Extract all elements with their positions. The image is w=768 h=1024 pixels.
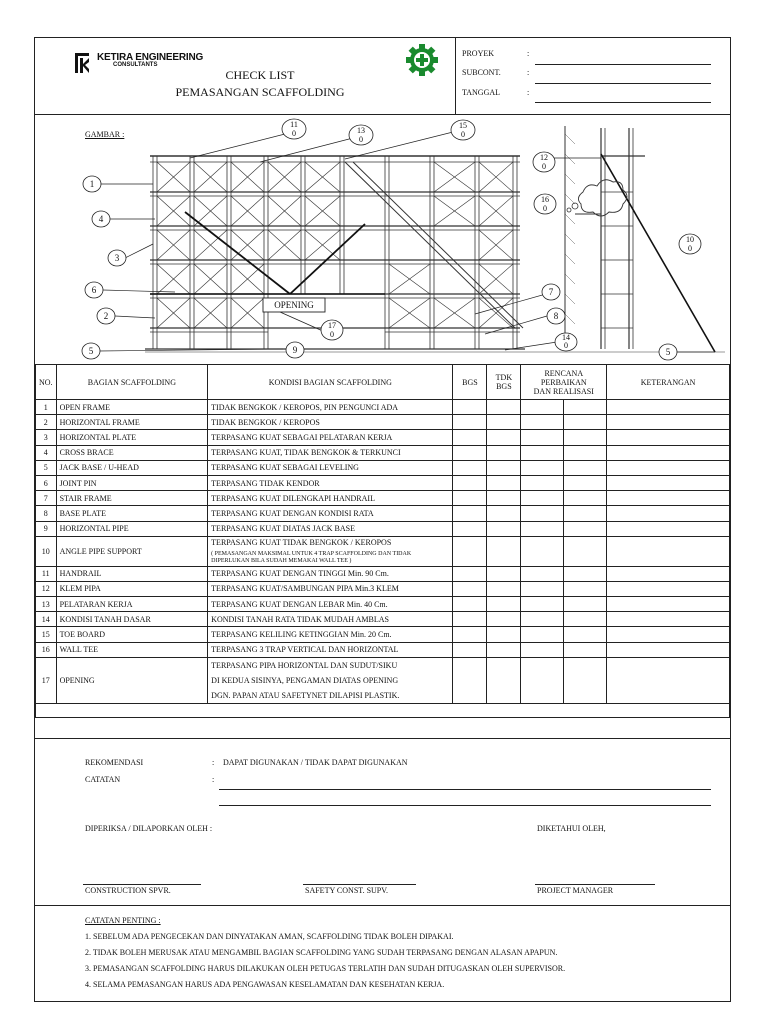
table-row [36, 400, 730, 415]
callout-5-left: 5 [88, 346, 94, 356]
row-no: 8 [36, 506, 57, 521]
callout-14-bottom: 0 [564, 341, 568, 350]
rencana-cell[interactable] [521, 491, 564, 506]
row-no: 12 [36, 581, 57, 596]
table-row [36, 415, 730, 430]
kondisi-line: TERPASANG PIPA HORIZONTAL DAN SUDUT/SIKU [211, 660, 398, 670]
callout-12-bottom: 0 [542, 162, 546, 171]
tdk-bgs-cell[interactable] [487, 536, 521, 566]
rencana-cell[interactable] [521, 460, 564, 475]
rencana-cell[interactable] [521, 521, 564, 536]
row-kondisi [208, 460, 453, 475]
row-kondisi [208, 521, 453, 536]
row-kondisi [208, 430, 453, 445]
row-bagian: HORIZONTAL PIPE [56, 521, 208, 536]
callout-11-top: 11 [290, 120, 298, 129]
kondisi-line: DI KEDUA SISINYA, PENGAMAN DIATAS OPENING [211, 675, 399, 685]
callout-15-bottom: 0 [461, 130, 465, 139]
tdk-bgs-cell[interactable] [487, 415, 521, 430]
callout-1: 1 [89, 179, 95, 189]
rekomendasi-label: REKOMENDASI [85, 758, 144, 767]
row-bagian: ANGLE PIPE SUPPORT [56, 536, 208, 566]
header-bagian: BAGIAN SCAFFOLDING [56, 365, 208, 400]
opening-label: OPENING [274, 300, 314, 310]
header-bgs: BGS [453, 365, 487, 400]
kondisi-text: TERPASANG KUAT SEBAGAI LEVELING [211, 463, 359, 473]
row-no: 4 [36, 445, 57, 460]
row-kondisi [208, 566, 453, 581]
row-bagian: PELATARAN KERJA [56, 597, 208, 612]
table-bottom-divider [35, 738, 730, 739]
table-row [36, 642, 730, 657]
keterangan-cell[interactable] [607, 415, 730, 430]
tdk-bgs-cell[interactable] [487, 430, 521, 445]
company-subtitle: CONSULTANTS [113, 62, 158, 68]
row-no: 16 [36, 642, 57, 657]
callout-6: 6 [91, 285, 97, 295]
callout-8: 8 [553, 311, 559, 321]
spacer-cell [36, 703, 730, 717]
row-kondisi [208, 657, 453, 703]
keterangan-cell[interactable] [607, 597, 730, 612]
row-no: 17 [36, 657, 57, 703]
row-bagian: HORIZONTAL FRAME [56, 415, 208, 430]
keterangan-cell[interactable] [607, 612, 730, 627]
row-bagian: JACK BASE / U-HEAD [56, 460, 208, 475]
scaffolding-drawing [35, 114, 730, 364]
kondisi-text: TIDAK BENGKOK / KEROPOS [211, 417, 320, 427]
kondisi-text: TERPASANG KUAT DILENGKAPI HANDRAIL [211, 493, 375, 503]
kondisi-text: TERPASANG KELILING KETINGGIAN Min. 20 Cm. [211, 630, 392, 640]
realisasi-cell[interactable] [564, 506, 607, 521]
bgs-cell[interactable] [453, 566, 487, 581]
row-no: 2 [36, 415, 57, 430]
bgs-cell[interactable] [453, 491, 487, 506]
tdk-bgs-cell[interactable] [487, 521, 521, 536]
meta-colon: : [527, 49, 530, 58]
rencana-cell[interactable] [521, 445, 564, 460]
kondisi-text: TERPASANG KUAT, TIDAK BENGKOK & TERKUNCI [211, 448, 401, 458]
bgs-cell[interactable] [453, 581, 487, 596]
row-bagian: BASE PLATE [56, 506, 208, 521]
table-row [36, 491, 730, 506]
tdk-bgs-cell[interactable] [487, 627, 521, 642]
safety-gear-cross-icon [405, 43, 439, 77]
row-no: 5 [36, 460, 57, 475]
rencana-cell[interactable] [521, 400, 564, 415]
checklist-table [35, 364, 730, 718]
subcont-field[interactable] [535, 83, 711, 84]
realisasi-cell[interactable] [564, 400, 607, 415]
realisasi-cell[interactable] [564, 657, 607, 703]
table-row [36, 460, 730, 475]
kondisi-note: ( PEMASANGAN MAKSIMAL UNTUK 4 TRAP SCAFFOLDING DAN TIDAK DIPERLUKAN BILA SUDAH MEMAKAI WALL TEE ) [211, 550, 412, 564]
row-kondisi [208, 491, 453, 506]
keterangan-cell[interactable] [607, 627, 730, 642]
rencana-cell[interactable] [521, 657, 564, 703]
row-no: 14 [36, 612, 57, 627]
callout-2: 2 [103, 311, 109, 321]
company-logo-icon [75, 53, 89, 73]
realisasi-cell[interactable] [564, 642, 607, 657]
kondisi-text: TERPASANG 3 TRAP VERTICAL DAN HORIZONTAL [211, 645, 399, 655]
table-row [36, 536, 730, 566]
keterangan-cell[interactable] [607, 400, 730, 415]
table-row [36, 627, 730, 642]
row-bagian: KONDISI TANAH DASAR [56, 612, 208, 627]
meta-label-proyek: PROYEK [462, 49, 495, 58]
catatan-line-1[interactable] [219, 789, 711, 790]
gambar-label: GAMBAR : [85, 130, 125, 139]
callout-16-bottom: 0 [543, 204, 547, 213]
keterangan-cell[interactable] [607, 506, 730, 521]
keterangan-cell[interactable] [607, 581, 730, 596]
bgs-cell[interactable] [453, 445, 487, 460]
bgs-cell[interactable] [453, 430, 487, 445]
row-no: 6 [36, 475, 57, 490]
note-item-2: 2. TIDAK BOLEH MERUSAK ATAU MENGAMBIL BAGIAN SCAFFOLDING YANG SUDAH TERPASANG DENGAN ALASAN APAPUN. [85, 948, 558, 957]
callout-15-top: 15 [459, 121, 467, 130]
rencana-cell[interactable] [521, 597, 564, 612]
table-row [36, 597, 730, 612]
row-no: 13 [36, 597, 57, 612]
row-bagian: HANDRAIL [56, 566, 208, 581]
tanggal-field[interactable] [535, 102, 711, 103]
tdk-bgs-cell[interactable] [487, 491, 521, 506]
meta-colon: : [527, 88, 530, 97]
row-kondisi [208, 506, 453, 521]
table-row [36, 521, 730, 536]
row-no: 11 [36, 566, 57, 581]
keterangan-cell[interactable] [607, 642, 730, 657]
bgs-cell[interactable] [453, 612, 487, 627]
row-bagian: HORIZONTAL PLATE [56, 430, 208, 445]
keterangan-cell[interactable] [607, 657, 730, 703]
row-kondisi [208, 642, 453, 657]
row-no: 9 [36, 521, 57, 536]
kondisi-text: TERPASANG KUAT DENGAN LEBAR Min. 40 Cm. [211, 599, 388, 609]
header-tdk-bgs: TDK BGS [487, 365, 521, 400]
table-row [36, 657, 730, 703]
role-safety-supv: SAFETY CONST. SUPV. [305, 886, 388, 895]
table-row [36, 506, 730, 521]
realisasi-cell[interactable] [564, 445, 607, 460]
row-no: 15 [36, 627, 57, 642]
kondisi-line: DGN. PAPAN ATAU SAFETYNET DILAPISI PLASTIK. [211, 690, 400, 700]
callout-4: 4 [98, 214, 104, 224]
proyek-field[interactable] [535, 64, 711, 65]
row-bagian: STAIR FRAME [56, 491, 208, 506]
header-keterangan: KETERANGAN [607, 365, 730, 400]
note-item-4: 4. SELAMA PEMASANGAN HARUS ADA PENGAWASAN KESELAMATAN DAN KESEHATAN KERJA. [85, 980, 445, 989]
tdk-bgs-cell[interactable] [487, 642, 521, 657]
header-no: NO. [36, 365, 57, 400]
bgs-cell[interactable] [453, 460, 487, 475]
tdk-bgs-cell[interactable] [487, 475, 521, 490]
kondisi-text: TERPASANG KUAT SEBAGAI PELATARAN KERJA [211, 432, 393, 442]
tdk-bgs-cell[interactable] [487, 612, 521, 627]
form-title-line2: PEMASANGAN SCAFFOLDING [175, 85, 345, 99]
bgs-cell[interactable] [453, 657, 487, 703]
meta-colon: : [527, 68, 530, 77]
row-bagian: CROSS BRACE [56, 445, 208, 460]
note-item-1: 1. SEBELUM ADA PENGECEKAN DAN DINYATAKAN AMAN, SCAFFOLDING TIDAK BOLEH DIPAKAI. [85, 932, 454, 941]
callout-10-bottom: 0 [688, 244, 692, 253]
keterangan-cell[interactable] [607, 521, 730, 536]
meta-label-subcont: SUBCONT. [462, 68, 501, 77]
notes-divider [35, 905, 730, 906]
signature-line-safety[interactable] [303, 884, 416, 885]
kondisi-text: TERPASANG KUAT DENGAN TINGGI Min. 90 Cm. [211, 569, 389, 579]
tdk-bgs-cell[interactable] [487, 657, 521, 703]
realisasi-cell[interactable] [564, 566, 607, 581]
callout-13-bottom: 0 [359, 135, 363, 144]
row-kondisi [208, 415, 453, 430]
rekomendasi-options[interactable]: DAPAT DIGUNAKAN / TIDAK DAPAT DIGUNAKAN [223, 758, 408, 767]
realisasi-cell[interactable] [564, 475, 607, 490]
row-kondisi [208, 612, 453, 627]
row-no: 10 [36, 536, 57, 566]
kondisi-text: KONDISI TANAH RATA TIDAK MUDAH AMBLAS [211, 614, 389, 624]
rencana-cell[interactable] [521, 581, 564, 596]
keterangan-cell[interactable] [607, 430, 730, 445]
row-kondisi [208, 627, 453, 642]
kondisi-text: TERPASANG TIDAK KENDOR [211, 478, 320, 488]
row-kondisi [208, 597, 453, 612]
bgs-cell[interactable] [453, 642, 487, 657]
table-row [36, 475, 730, 490]
realisasi-cell[interactable] [564, 521, 607, 536]
realisasi-cell[interactable] [564, 491, 607, 506]
kondisi-text: TERPASANG KUAT DIATAS JACK BASE [211, 524, 355, 534]
rekomendasi-colon: : [212, 758, 215, 767]
realisasi-cell[interactable] [564, 612, 607, 627]
callout-3: 3 [114, 253, 120, 263]
tdk-bgs-cell[interactable] [487, 400, 521, 415]
rencana-cell[interactable] [521, 536, 564, 566]
realisasi-cell[interactable] [564, 536, 607, 566]
signature-line-pm[interactable] [535, 884, 655, 885]
rencana-cell[interactable] [521, 627, 564, 642]
bgs-cell[interactable] [453, 536, 487, 566]
row-bagian: OPEN FRAME [56, 400, 208, 415]
row-bagian: KLEM PIPA [56, 581, 208, 596]
bgs-cell[interactable] [453, 400, 487, 415]
table-spacer-row [36, 703, 730, 717]
realisasi-cell[interactable] [564, 460, 607, 475]
callout-7: 7 [548, 287, 554, 297]
callout-16-top: 16 [541, 195, 549, 204]
kondisi-text: TIDAK BENGKOK / KEROPOS, PIN PENGUNCI ADA [211, 402, 399, 412]
rencana-cell[interactable] [521, 430, 564, 445]
catatan-line-2[interactable] [219, 805, 711, 806]
bgs-cell[interactable] [453, 506, 487, 521]
row-bagian: JOINT PIN [56, 475, 208, 490]
rencana-cell[interactable] [521, 475, 564, 490]
rencana-cell[interactable] [521, 642, 564, 657]
row-kondisi [208, 445, 453, 460]
table-row [36, 612, 730, 627]
role-construction-spvr: CONSTRUCTION SPVR. [85, 886, 171, 895]
form-title-line1: CHECK LIST [225, 68, 295, 82]
tdk-bgs-cell[interactable] [487, 445, 521, 460]
signature-line-construction[interactable] [83, 884, 201, 885]
callout-12-top: 12 [540, 153, 548, 162]
bgs-cell[interactable] [453, 415, 487, 430]
keterangan-cell[interactable] [607, 566, 730, 581]
realisasi-cell[interactable] [564, 415, 607, 430]
catatan-colon: : [212, 775, 215, 784]
tdk-bgs-cell[interactable] [487, 581, 521, 596]
bgs-cell[interactable] [453, 475, 487, 490]
table-row [36, 581, 730, 596]
tdk-bgs-cell[interactable] [487, 566, 521, 581]
callout-9: 9 [292, 345, 298, 355]
callout-13-top: 13 [357, 126, 365, 135]
bgs-cell[interactable] [453, 627, 487, 642]
role-project-manager: PROJECT MANAGER [537, 886, 614, 895]
row-kondisi [208, 581, 453, 596]
callout-5-right: 5 [665, 347, 671, 357]
company-name: KETIRA ENGINEERING [97, 52, 204, 63]
table-row [36, 566, 730, 581]
header-divider [455, 38, 456, 114]
scaffolding-diagram [35, 114, 730, 365]
kondisi-text: TERPASANG KUAT DENGAN KONDISI RATA [211, 508, 374, 518]
header-rencana: RENCANA PERBAIKAN DAN REALISASI [521, 365, 607, 400]
known-by-label: DIKETAHUI OLEH, [537, 824, 606, 833]
keterangan-cell[interactable] [607, 475, 730, 490]
rencana-cell[interactable] [521, 415, 564, 430]
bgs-cell[interactable] [453, 521, 487, 536]
notes-title: CATATAN PENTING : [85, 916, 161, 925]
kondisi-text: TERPASANG KUAT TIDAK BENGKOK / KEROPOS [211, 537, 392, 547]
callout-11-bottom: 0 [292, 129, 296, 138]
row-kondisi [208, 400, 453, 415]
keterangan-cell[interactable] [607, 491, 730, 506]
realisasi-cell[interactable] [564, 430, 607, 445]
tdk-bgs-cell[interactable] [487, 506, 521, 521]
row-bagian: TOE BOARD [56, 627, 208, 642]
kondisi-text: TERPASANG KUAT/SAMBUNGAN PIPA Min.3 KLEM [211, 584, 399, 594]
callout-17-bottom: 0 [330, 330, 334, 339]
header-kondisi: KONDISI BAGIAN SCAFFOLDING [208, 365, 453, 400]
rencana-cell[interactable] [521, 612, 564, 627]
row-no: 3 [36, 430, 57, 445]
rencana-cell[interactable] [521, 566, 564, 581]
rencana-cell[interactable] [521, 506, 564, 521]
row-bagian: WALL TEE [56, 642, 208, 657]
table-row [36, 430, 730, 445]
table-row [36, 445, 730, 460]
note-item-3: 3. PEMASANGAN SCAFFOLDING HARUS DILAKUKAN OLEH PETUGAS TERLATIH DAN SUDAH DITUGASKAN OLEH SUPERVISOR. [85, 964, 566, 973]
callout-17-top: 17 [328, 321, 336, 330]
row-kondisi [208, 475, 453, 490]
checklist-form [34, 37, 731, 1002]
row-no: 1 [36, 400, 57, 415]
row-kondisi [208, 536, 453, 566]
realisasi-cell[interactable] [564, 597, 607, 612]
row-bagian: OPENING [56, 657, 208, 703]
checked-by-label: DIPERIKSA / DILAPORKAN OLEH : [85, 824, 213, 833]
realisasi-cell[interactable] [564, 627, 607, 642]
keterangan-cell[interactable] [607, 445, 730, 460]
tdk-bgs-cell[interactable] [487, 597, 521, 612]
callout-14-top: 14 [562, 333, 570, 342]
catatan-label: CATATAN [85, 775, 121, 784]
bgs-cell[interactable] [453, 597, 487, 612]
form-header [35, 38, 730, 115]
keterangan-cell[interactable] [607, 460, 730, 475]
realisasi-cell[interactable] [564, 581, 607, 596]
keterangan-cell[interactable] [607, 536, 730, 566]
meta-label-tanggal: TANGGAL [462, 88, 501, 97]
table-header-row [36, 365, 730, 400]
row-no: 7 [36, 491, 57, 506]
tdk-bgs-cell[interactable] [487, 460, 521, 475]
callout-10-top: 10 [686, 235, 694, 244]
